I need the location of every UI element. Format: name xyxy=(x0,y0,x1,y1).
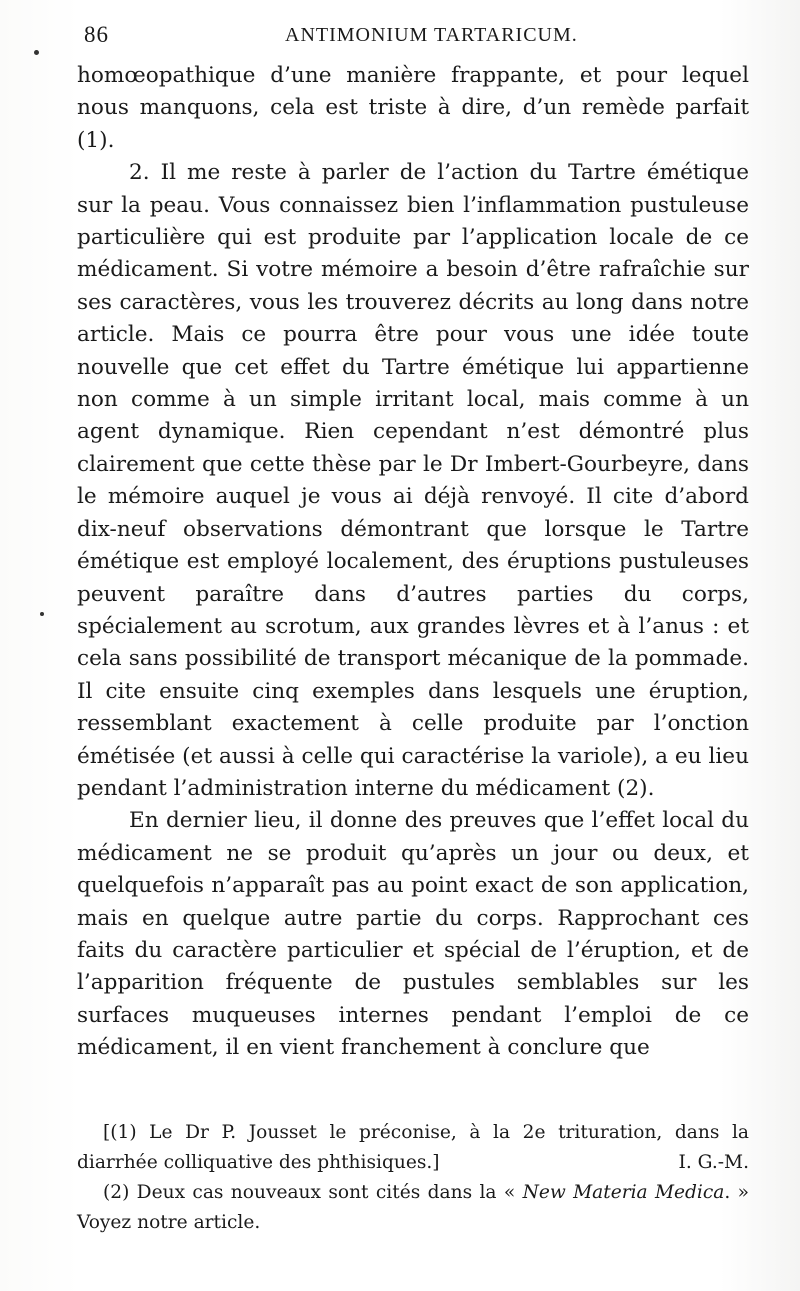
footnote-1-signature: I. G.-M. xyxy=(678,1152,749,1173)
footnote-1-text: [(1) Le Dr P. Jousset le préconise, à la 2e trituration, dans la diarrhée colliquative des phthisiques.] xyxy=(77,1122,749,1173)
paragraph-continued: homœopathique d’une manière frappante, et pour lequel nous manquons, cela est triste à dire, d’un remède parfait (1). xyxy=(77,63,749,153)
footnote-2-italic-title: New Materia Medica xyxy=(522,1182,725,1203)
footnote-2 xyxy=(77,1178,749,1238)
footnotes xyxy=(77,1118,749,1238)
ink-speck xyxy=(34,50,39,55)
footnote-1 xyxy=(77,1118,749,1178)
paragraph-last: En dernier lieu, il donne des preuves que l’effet local du médicament ne se produit qu’après un jour ou deux, et quelquefois n’apparaît pas au point exact de son application, mais en quelque autre partie du corps. Rapprochant ces faits du caractère particulier et spécial de l’éruption, et de l’apparition fréquente de pustules semblables sur les surfaces muqueuses internes pendant l’emploi de ce médicament, il en vient franchement à conclure que xyxy=(77,808,749,1061)
page-number: 86 xyxy=(84,22,109,47)
paragraph-skin-action: 2. Il me reste à parler de l’action du Tartre émétique sur la peau. Vous connaissez bien l’inflammation pustuleuse particulière qui est produite par l’application locale de ce médicament. Si votre mémoire a besoin d’être rafraîchie sur ses caractères, vous les trouverez décrits au long dans notre article. Mais ce pourra être pour vous une idée toute nouvelle que cet effet du Tartre émétique lui appartienne non comme à un simple irritant local, mais comme à un agent dynamique. Rien cependant n’est démontré plus clairement que cette thèse par le Dr Imbert-Gourbeyre, dans le mémoire auquel je vous ai déjà renvoyé. Il cite d’abord dix-neuf observations démontrant que lorsque le Tartre émétique est employé localement, des éruptions pustuleuses peuvent paraître dans d’autres parties du corps, spécialement au scrotum, aux grandes lèvres et à l’anus : et cela sans possibilité de transport mécanique de la pommade. Il cite ensuite cinq exemples dans lesquels une éruption, ressemblant exactement à celle produite par l’onction émétisée (et aussi à celle qui caractérise la variole), a eu lieu pendant l’administration interne du médicament (2). xyxy=(77,160,749,801)
running-title: ANTIMONIUM TARTARICUM. xyxy=(285,24,578,46)
footnote-2-tail: . » Voyez notre article. xyxy=(77,1182,749,1233)
ink-speck xyxy=(40,612,44,616)
body-text xyxy=(77,60,749,1065)
page-header xyxy=(80,22,750,56)
footnote-2-text: (2) Deux cas nouveaux sont cités dans la « xyxy=(103,1182,523,1203)
